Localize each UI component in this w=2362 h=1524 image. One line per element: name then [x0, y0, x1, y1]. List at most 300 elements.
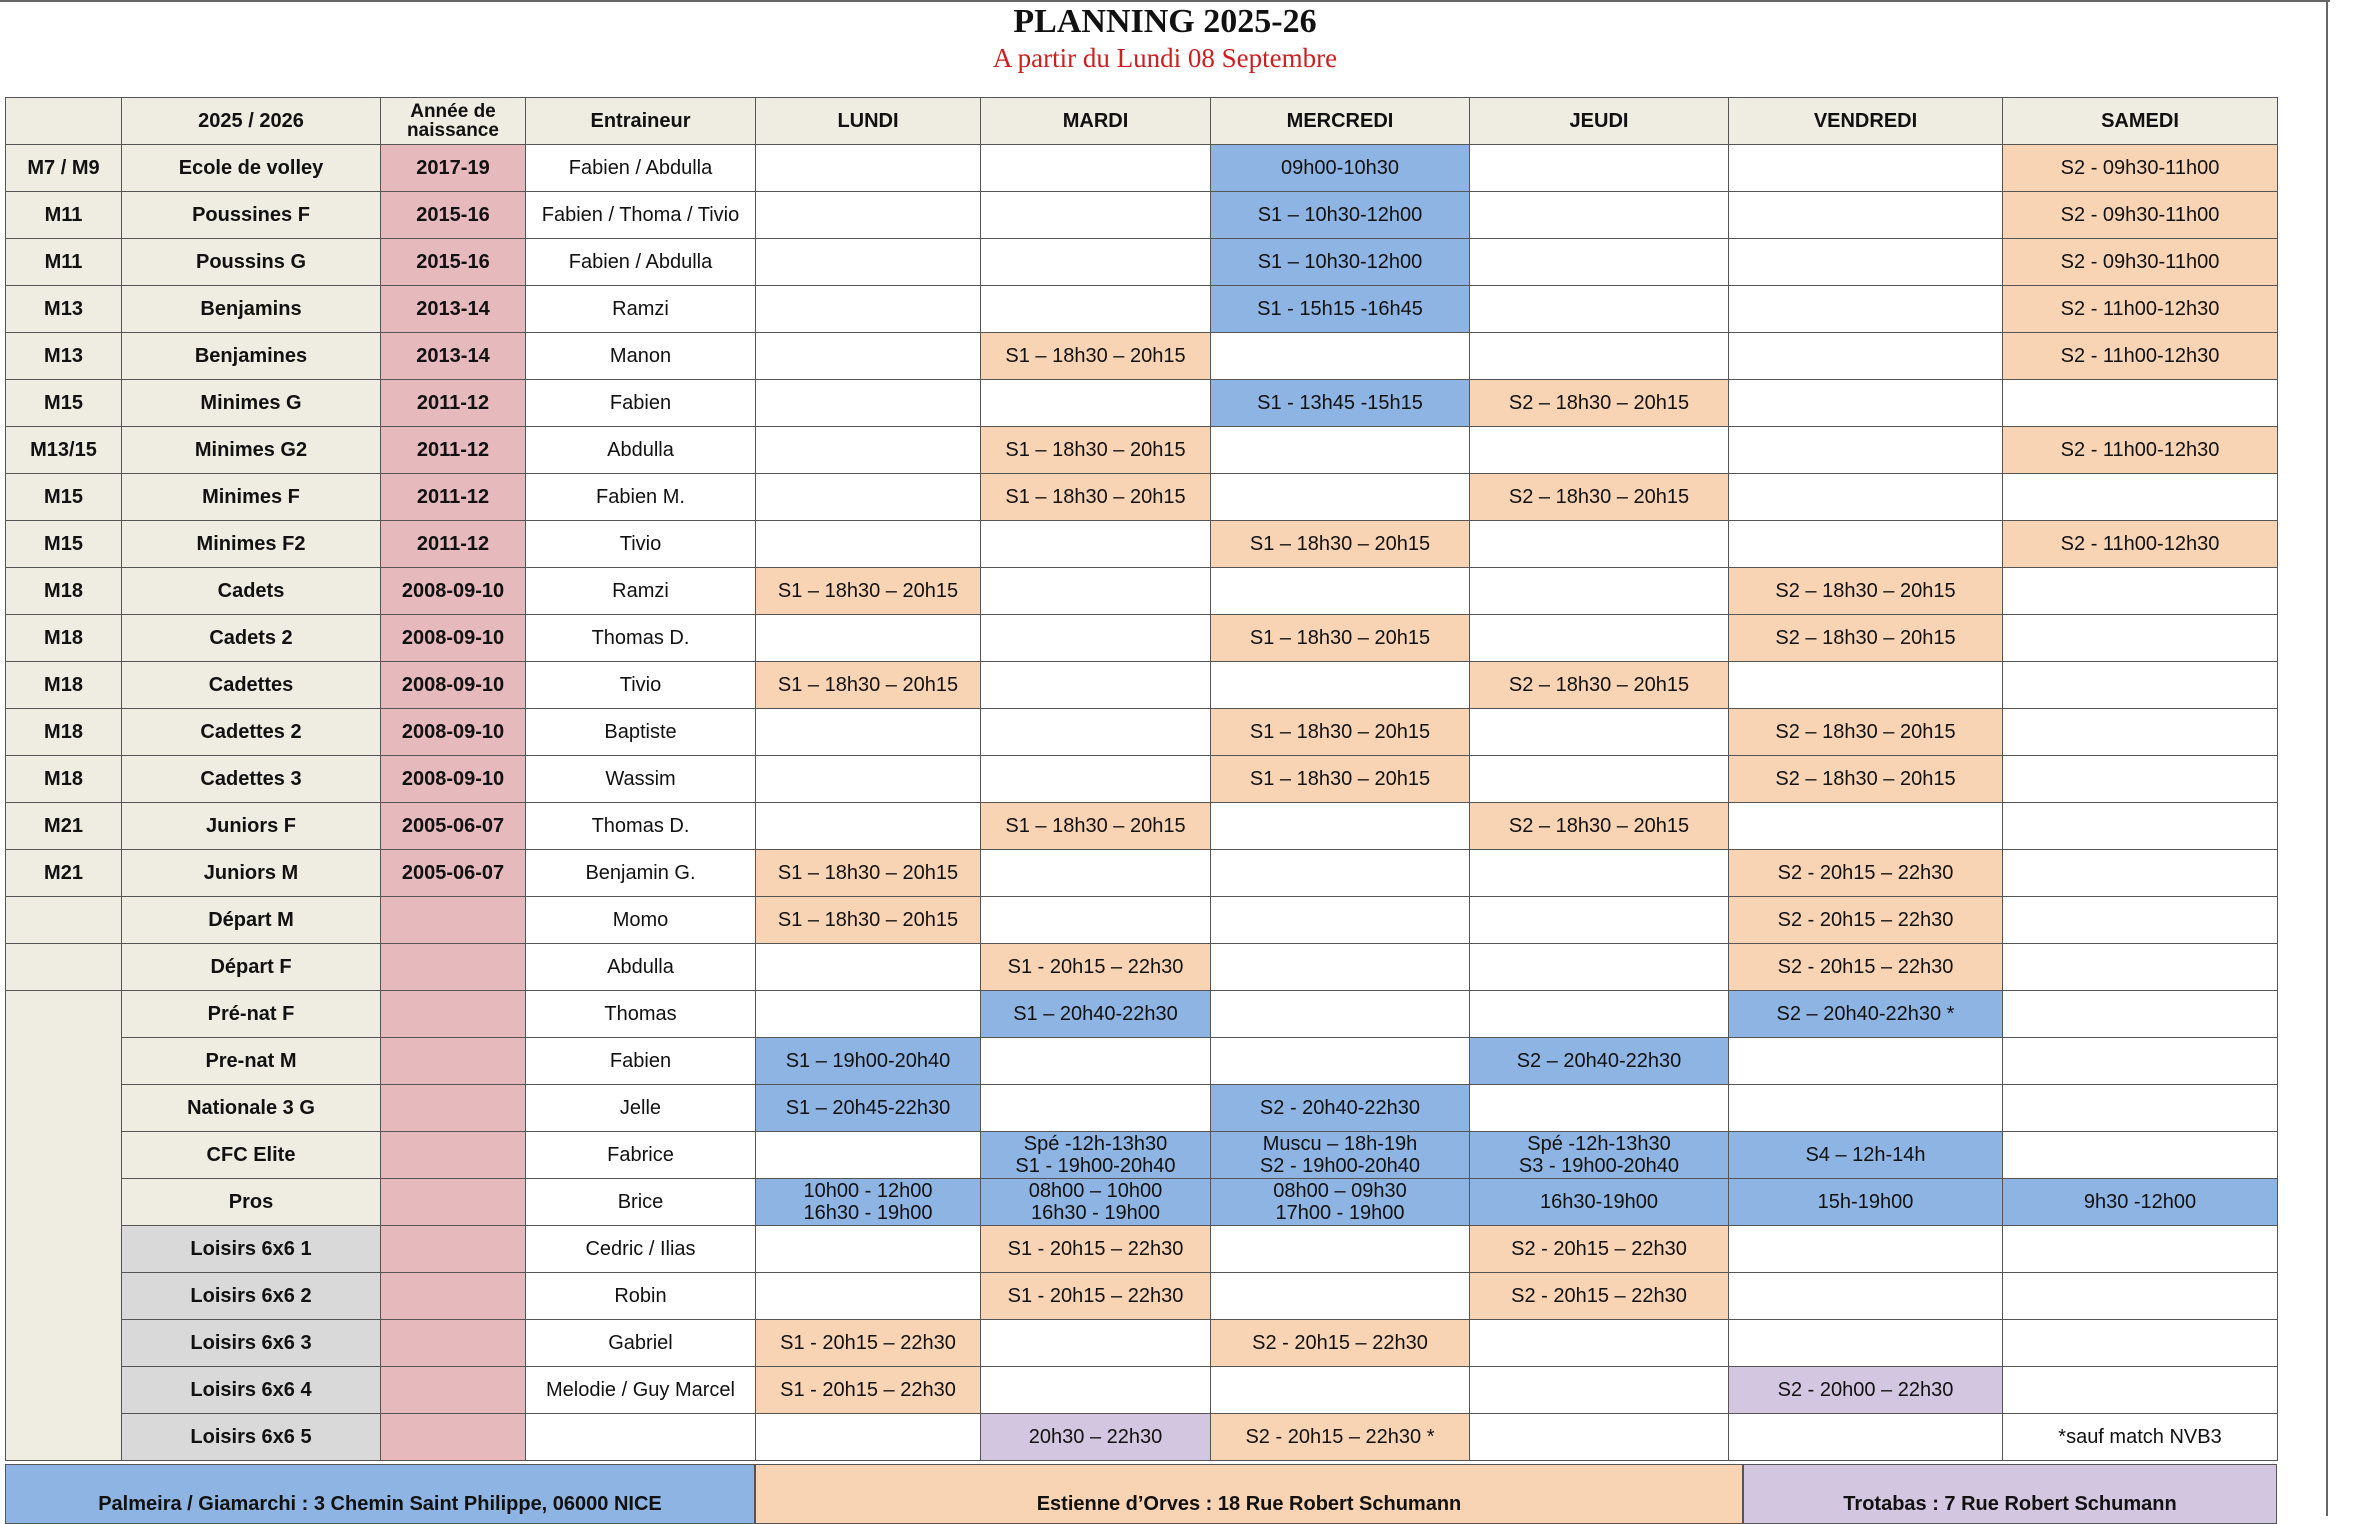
slot-thursday [1470, 333, 1729, 380]
coach-cell: Manon [526, 333, 756, 380]
slot-monday [756, 474, 981, 521]
slot-tuesday [981, 1038, 1211, 1085]
coach-cell: Thomas D. [526, 615, 756, 662]
birth-year-cell [381, 1132, 526, 1179]
slot-monday [756, 1132, 981, 1179]
level-cell: M11 [6, 192, 122, 239]
coach-cell: Thomas D. [526, 803, 756, 850]
coach-cell: Gabriel [526, 1320, 756, 1367]
slot-friday [1729, 521, 2003, 568]
slot-monday [756, 239, 981, 286]
birth-year-cell [381, 897, 526, 944]
slot-tuesday: S1 – 18h30 – 20h15 [981, 427, 1211, 474]
level-cell: M7 / M9 [6, 145, 122, 192]
team-cell: Cadettes 3 [122, 756, 381, 803]
header-day-monday: LUNDI [756, 98, 981, 145]
slot-saturday [2003, 897, 2278, 944]
level-cell: M21 [6, 803, 122, 850]
schedule-row [6, 1038, 2278, 1085]
coach-cell: Robin [526, 1273, 756, 1320]
coach-cell: Fabrice [526, 1132, 756, 1179]
slot-line: 16h30 - 19h00 [803, 1202, 933, 1224]
schedule-row [6, 615, 2278, 662]
slot-friday [1729, 1320, 2003, 1367]
coach-cell: Melodie / Guy Marcel [526, 1367, 756, 1414]
slot-wednesday [1211, 1132, 1470, 1179]
level-cell: M11 [6, 239, 122, 286]
slot-line: 17h00 - 19h00 [1275, 1202, 1405, 1224]
header-day-tuesday: MARDI [981, 98, 1211, 145]
slot-friday [1729, 1085, 2003, 1132]
header-season: 2025 / 2026 [122, 98, 381, 145]
team-cell: Minimes F [122, 474, 381, 521]
level-cell: M13 [6, 286, 122, 333]
level-cell: M21 [6, 850, 122, 897]
birth-year-cell: 2011-12 [381, 380, 526, 427]
footer-venue-estienne: Estienne d’Orves : 18 Rue Robert Schumann [755, 1464, 1743, 1524]
slot-thursday [1470, 709, 1729, 756]
coach-cell: Jelle [526, 1085, 756, 1132]
birth-year-cell: 2008-09-10 [381, 662, 526, 709]
slot-line: S1 - 19h00-20h40 [1015, 1155, 1176, 1177]
slot-saturday [2003, 1367, 2278, 1414]
slot-saturday [2003, 662, 2278, 709]
slot-monday [756, 380, 981, 427]
slot-friday [1729, 474, 2003, 521]
slot-tuesday: 20h30 – 22h30 [981, 1414, 1211, 1461]
slot-tuesday [981, 1367, 1211, 1414]
birth-year-cell: 2005-06-07 [381, 803, 526, 850]
slot-wednesday [1211, 427, 1470, 474]
slot-wednesday: S1 - 15h15 -16h45 [1211, 286, 1470, 333]
team-cell: Ecole de volley [122, 145, 381, 192]
schedule-row [6, 1367, 2278, 1414]
team-cell: Poussines F [122, 192, 381, 239]
schedule-row [6, 803, 2278, 850]
slot-saturday [2003, 756, 2278, 803]
schedule-row [6, 239, 2278, 286]
right-border-line [2326, 0, 2328, 1516]
coach-cell: Wassim [526, 756, 756, 803]
schedule-row [6, 1179, 2278, 1226]
slot-friday [1729, 1273, 2003, 1320]
slot-saturday: S2 - 11h00-12h30 [2003, 521, 2278, 568]
header-day-friday: VENDREDI [1729, 98, 2003, 145]
slot-monday [756, 1414, 981, 1461]
team-cell: Minimes G2 [122, 427, 381, 474]
team-cell: Cadettes 2 [122, 709, 381, 756]
slot-thursday [1470, 568, 1729, 615]
slot-monday: S1 – 19h00-20h40 [756, 1038, 981, 1085]
slot-tuesday [981, 521, 1211, 568]
level-cell: M15 [6, 474, 122, 521]
slot-monday: S1 – 20h45-22h30 [756, 1085, 981, 1132]
coach-cell: Ramzi [526, 568, 756, 615]
slot-thursday [1470, 192, 1729, 239]
coach-cell: Ramzi [526, 286, 756, 333]
schedule-row [6, 991, 2278, 1038]
slot-thursday [1470, 944, 1729, 991]
page-subtitle: A partir du Lundi 08 Septembre [992, 43, 1338, 73]
birth-year-cell: 2008-09-10 [381, 709, 526, 756]
slot-wednesday: S2 - 20h15 – 22h30 * [1211, 1414, 1470, 1461]
slot-saturday [2003, 1320, 2278, 1367]
schedule-row [6, 568, 2278, 615]
schedule-row [6, 897, 2278, 944]
slot-tuesday [981, 568, 1211, 615]
slot-monday [756, 756, 981, 803]
slot-tuesday: S1 - 20h15 – 22h30 [981, 1273, 1211, 1320]
slot-wednesday: S1 – 18h30 – 20h15 [1211, 756, 1470, 803]
birth-year-cell: 2008-09-10 [381, 568, 526, 615]
slot-friday [1729, 286, 2003, 333]
slot-tuesday [981, 1179, 1211, 1226]
slot-line: 08h00 – 09h30 [1273, 1180, 1407, 1202]
slot-wednesday: S2 - 20h40-22h30 [1211, 1085, 1470, 1132]
slot-friday [1729, 803, 2003, 850]
slot-monday [756, 1179, 981, 1226]
level-cell: M18 [6, 662, 122, 709]
coach-cell: Thomas [526, 991, 756, 1038]
team-cell: Départ M [122, 897, 381, 944]
slot-saturday: S2 - 11h00-12h30 [2003, 286, 2278, 333]
slot-monday: S1 – 18h30 – 20h15 [756, 897, 981, 944]
schedule-row [6, 1273, 2278, 1320]
coach-cell: Abdulla [526, 427, 756, 474]
slot-monday [756, 709, 981, 756]
slot-monday: S1 - 20h15 – 22h30 [756, 1320, 981, 1367]
birth-year-cell [381, 1085, 526, 1132]
slot-friday [1729, 380, 2003, 427]
header-coach: Entraineur [526, 98, 756, 145]
coach-cell: Abdulla [526, 944, 756, 991]
coach-cell: Fabien [526, 1038, 756, 1085]
slot-friday [1729, 145, 2003, 192]
birth-year-cell: 2015-16 [381, 192, 526, 239]
schedule-row [6, 1226, 2278, 1273]
slot-wednesday [1211, 803, 1470, 850]
slot-line: S3 - 19h00-20h40 [1518, 1155, 1680, 1177]
slot-thursday [1470, 1367, 1729, 1414]
slot-saturday: 9h30 -12h00 [2003, 1179, 2278, 1226]
slot-monday [756, 192, 981, 239]
header-day-thursday: JEUDI [1470, 98, 1729, 145]
birth-year-cell [381, 1273, 526, 1320]
slot-thursday [1470, 286, 1729, 333]
slot-saturday: *sauf match NVB3 [2003, 1414, 2278, 1461]
slot-wednesday [1211, 568, 1470, 615]
slot-monday [756, 521, 981, 568]
page-title: PLANNING 2025-26 [1013, 3, 1317, 40]
team-cell: Loisirs 6x6 1 [122, 1226, 381, 1273]
slot-saturday [2003, 709, 2278, 756]
slot-saturday: S2 - 11h00-12h30 [2003, 427, 2278, 474]
slot-monday [756, 333, 981, 380]
slot-friday [1729, 427, 2003, 474]
slot-friday: S2 – 18h30 – 20h15 [1729, 756, 2003, 803]
slot-saturday [2003, 474, 2278, 521]
slot-tuesday: S1 – 18h30 – 20h15 [981, 803, 1211, 850]
schedule-row [6, 709, 2278, 756]
slot-wednesday [1211, 333, 1470, 380]
team-cell: Départ F [122, 944, 381, 991]
slot-thursday [1470, 850, 1729, 897]
slot-tuesday: S1 – 18h30 – 20h15 [981, 333, 1211, 380]
level-cell: M18 [6, 568, 122, 615]
level-cell: M15 [6, 380, 122, 427]
slot-thursday: S2 - 20h15 – 22h30 [1470, 1226, 1729, 1273]
slot-saturday [2003, 944, 2278, 991]
schedule-row [6, 850, 2278, 897]
slot-saturday [2003, 1226, 2278, 1273]
slot-friday: S2 - 20h15 – 22h30 [1729, 944, 2003, 991]
slot-monday [756, 286, 981, 333]
coach-cell: Fabien M. [526, 474, 756, 521]
coach-cell: Fabien [526, 380, 756, 427]
slot-thursday [1470, 897, 1729, 944]
slot-thursday [1470, 615, 1729, 662]
team-cell: Loisirs 6x6 3 [122, 1320, 381, 1367]
slot-wednesday [1211, 1226, 1470, 1273]
birth-year-cell: 2011-12 [381, 427, 526, 474]
schedule-row [6, 380, 2278, 427]
slot-thursday [1470, 1132, 1729, 1179]
slot-friday: S4 – 12h-14h [1729, 1132, 2003, 1179]
slot-line: Spé -12h-13h30 [1527, 1133, 1671, 1155]
schedule-row [6, 192, 2278, 239]
birth-year-cell: 2011-12 [381, 474, 526, 521]
slot-monday [756, 615, 981, 662]
coach-cell: Momo [526, 897, 756, 944]
birth-year-cell [381, 1414, 526, 1461]
level-cell: M18 [6, 615, 122, 662]
header-row [6, 98, 2278, 145]
team-cell: Benjamines [122, 333, 381, 380]
slot-line: 10h00 - 12h00 [803, 1180, 933, 1202]
slot-thursday [1470, 1320, 1729, 1367]
slot-line: S2 - 19h00-20h40 [1259, 1155, 1421, 1177]
team-cell: Loisirs 6x6 5 [122, 1414, 381, 1461]
schedule-row [6, 286, 2278, 333]
level-cell-merged [6, 991, 122, 1461]
birth-year-cell: 2015-16 [381, 239, 526, 286]
birth-year-cell: 2017-19 [381, 145, 526, 192]
slot-thursday [1470, 145, 1729, 192]
team-cell: Juniors F [122, 803, 381, 850]
schedule-row [6, 145, 2278, 192]
coach-cell [526, 1414, 756, 1461]
slot-thursday: S2 – 18h30 – 20h15 [1470, 474, 1729, 521]
schedule-row [6, 944, 2278, 991]
slot-wednesday [1211, 1038, 1470, 1085]
slot-friday: S2 – 18h30 – 20h15 [1729, 709, 2003, 756]
slot-wednesday [1211, 1273, 1470, 1320]
level-cell [6, 897, 122, 944]
slot-line: Spé -12h-13h30 [1023, 1133, 1168, 1155]
slot-tuesday [981, 1132, 1211, 1179]
slot-tuesday [981, 286, 1211, 333]
slot-thursday [1470, 1414, 1729, 1461]
slot-saturday: S2 - 09h30-11h00 [2003, 145, 2278, 192]
birth-year-cell [381, 1226, 526, 1273]
coach-cell: Baptiste [526, 709, 756, 756]
birth-year-cell: 2013-14 [381, 286, 526, 333]
slot-friday: S2 – 20h40-22h30 * [1729, 991, 2003, 1038]
slot-tuesday [981, 145, 1211, 192]
coach-cell: Tivio [526, 662, 756, 709]
schedule-row [6, 1320, 2278, 1367]
slot-friday [1729, 333, 2003, 380]
schedule-row [6, 333, 2278, 380]
team-cell: Pré-nat F [122, 991, 381, 1038]
level-cell: M18 [6, 709, 122, 756]
slot-thursday: S2 – 20h40-22h30 [1470, 1038, 1729, 1085]
birth-year-cell [381, 991, 526, 1038]
birth-year-cell: 2005-06-07 [381, 850, 526, 897]
slot-monday: S1 - 20h15 – 22h30 [756, 1367, 981, 1414]
slot-friday: 15h-19h00 [1729, 1179, 2003, 1226]
slot-saturday [2003, 803, 2278, 850]
slot-monday [756, 991, 981, 1038]
team-cell: Minimes G [122, 380, 381, 427]
slot-saturday: S2 - 09h30-11h00 [2003, 239, 2278, 286]
slot-monday [756, 803, 981, 850]
slot-friday [1729, 662, 2003, 709]
slot-saturday [2003, 991, 2278, 1038]
schedule-row [6, 1414, 2278, 1461]
slot-tuesday: S1 – 20h40-22h30 [981, 991, 1211, 1038]
slot-monday: S1 – 18h30 – 20h15 [756, 568, 981, 615]
team-cell: Cadettes [122, 662, 381, 709]
slot-friday [1729, 239, 2003, 286]
slot-tuesday [981, 1085, 1211, 1132]
header-birth-year [381, 98, 526, 145]
slot-monday [756, 145, 981, 192]
slot-thursday [1470, 427, 1729, 474]
slot-thursday [1470, 239, 1729, 286]
slot-friday: S2 - 20h15 – 22h30 [1729, 897, 2003, 944]
team-cell: Benjamins [122, 286, 381, 333]
slot-wednesday: S1 – 10h30-12h00 [1211, 239, 1470, 286]
schedule-row [6, 521, 2278, 568]
slot-wednesday [1211, 991, 1470, 1038]
slot-saturday [2003, 1273, 2278, 1320]
slot-line: 16h30 - 19h00 [1030, 1202, 1160, 1224]
team-cell: Nationale 3 G [122, 1085, 381, 1132]
slot-saturday [2003, 1085, 2278, 1132]
birth-year-cell [381, 1367, 526, 1414]
team-cell: Loisirs 6x6 2 [122, 1273, 381, 1320]
slot-friday [1729, 192, 2003, 239]
slot-monday [756, 944, 981, 991]
coach-cell: Brice [526, 1179, 756, 1226]
schedule-row [6, 474, 2278, 521]
schedule-row [6, 427, 2278, 474]
slot-tuesday [981, 615, 1211, 662]
slot-wednesday: S1 – 18h30 – 20h15 [1211, 709, 1470, 756]
coach-cell: Fabien / Abdulla [526, 239, 756, 286]
birth-year-cell [381, 1179, 526, 1226]
slot-tuesday: S1 – 18h30 – 20h15 [981, 474, 1211, 521]
slot-tuesday [981, 662, 1211, 709]
birth-year-cell: 2011-12 [381, 521, 526, 568]
slot-tuesday [981, 380, 1211, 427]
slot-tuesday [981, 756, 1211, 803]
slot-wednesday [1211, 1367, 1470, 1414]
team-cell: Pros [122, 1179, 381, 1226]
planning-table [5, 97, 2278, 1461]
schedule-row [6, 1085, 2278, 1132]
slot-friday [1729, 1038, 2003, 1085]
slot-monday: S1 – 18h30 – 20h15 [756, 850, 981, 897]
slot-wednesday [1211, 662, 1470, 709]
slot-tuesday: S1 - 20h15 – 22h30 [981, 1226, 1211, 1273]
slot-tuesday [981, 1320, 1211, 1367]
birth-year-cell: 2008-09-10 [381, 756, 526, 803]
slot-thursday [1470, 1085, 1729, 1132]
slot-saturday [2003, 615, 2278, 662]
slot-friday [1729, 1226, 2003, 1273]
slot-thursday [1470, 991, 1729, 1038]
slot-thursday: S2 – 18h30 – 20h15 [1470, 380, 1729, 427]
slot-thursday [1470, 756, 1729, 803]
team-cell: Cadets [122, 568, 381, 615]
slot-tuesday [981, 709, 1211, 756]
team-cell: Pre-nat M [122, 1038, 381, 1085]
level-cell: M13/15 [6, 427, 122, 474]
slot-wednesday [1211, 897, 1470, 944]
birth-year-cell [381, 944, 526, 991]
schedule-row [6, 662, 2278, 709]
coach-cell: Fabien / Abdulla [526, 145, 756, 192]
team-cell: Cadets 2 [122, 615, 381, 662]
slot-wednesday: S1 - 13h45 -15h15 [1211, 380, 1470, 427]
slot-thursday: S2 – 18h30 – 20h15 [1470, 662, 1729, 709]
coach-cell: Benjamin G. [526, 850, 756, 897]
slot-wednesday [1211, 944, 1470, 991]
slot-monday: S1 – 18h30 – 20h15 [756, 662, 981, 709]
team-cell: Poussins G [122, 239, 381, 286]
slot-saturday: S2 - 11h00-12h30 [2003, 333, 2278, 380]
slot-thursday: 16h30-19h00 [1470, 1179, 1729, 1226]
slot-line: 08h00 – 10h00 [1028, 1180, 1163, 1202]
level-cell: M18 [6, 756, 122, 803]
slot-wednesday [1211, 850, 1470, 897]
footer-venue-trotabas: Trotabas : 7 Rue Robert Schumann [1743, 1464, 2277, 1524]
birth-year-cell: 2013-14 [381, 333, 526, 380]
header-birth-line2: naissance [407, 120, 499, 141]
coach-cell: Cedric / Ilias [526, 1226, 756, 1273]
level-cell [6, 944, 122, 991]
slot-wednesday: S2 - 20h15 – 22h30 [1211, 1320, 1470, 1367]
team-cell: CFC Elite [122, 1132, 381, 1179]
header-corner-cell [6, 98, 122, 145]
slot-monday [756, 1273, 981, 1320]
slot-monday [756, 427, 981, 474]
slot-wednesday: 09h00-10h30 [1211, 145, 1470, 192]
slot-saturday [2003, 380, 2278, 427]
birth-year-cell [381, 1320, 526, 1367]
team-cell: Minimes F2 [122, 521, 381, 568]
team-cell: Loisirs 6x6 4 [122, 1367, 381, 1414]
slot-saturday [2003, 568, 2278, 615]
planning-body [6, 98, 2278, 1461]
slot-friday [1729, 1414, 2003, 1461]
slot-friday: S2 – 18h30 – 20h15 [1729, 568, 2003, 615]
slot-saturday [2003, 1132, 2278, 1179]
slot-wednesday: S1 – 18h30 – 20h15 [1211, 521, 1470, 568]
slot-thursday [1470, 521, 1729, 568]
